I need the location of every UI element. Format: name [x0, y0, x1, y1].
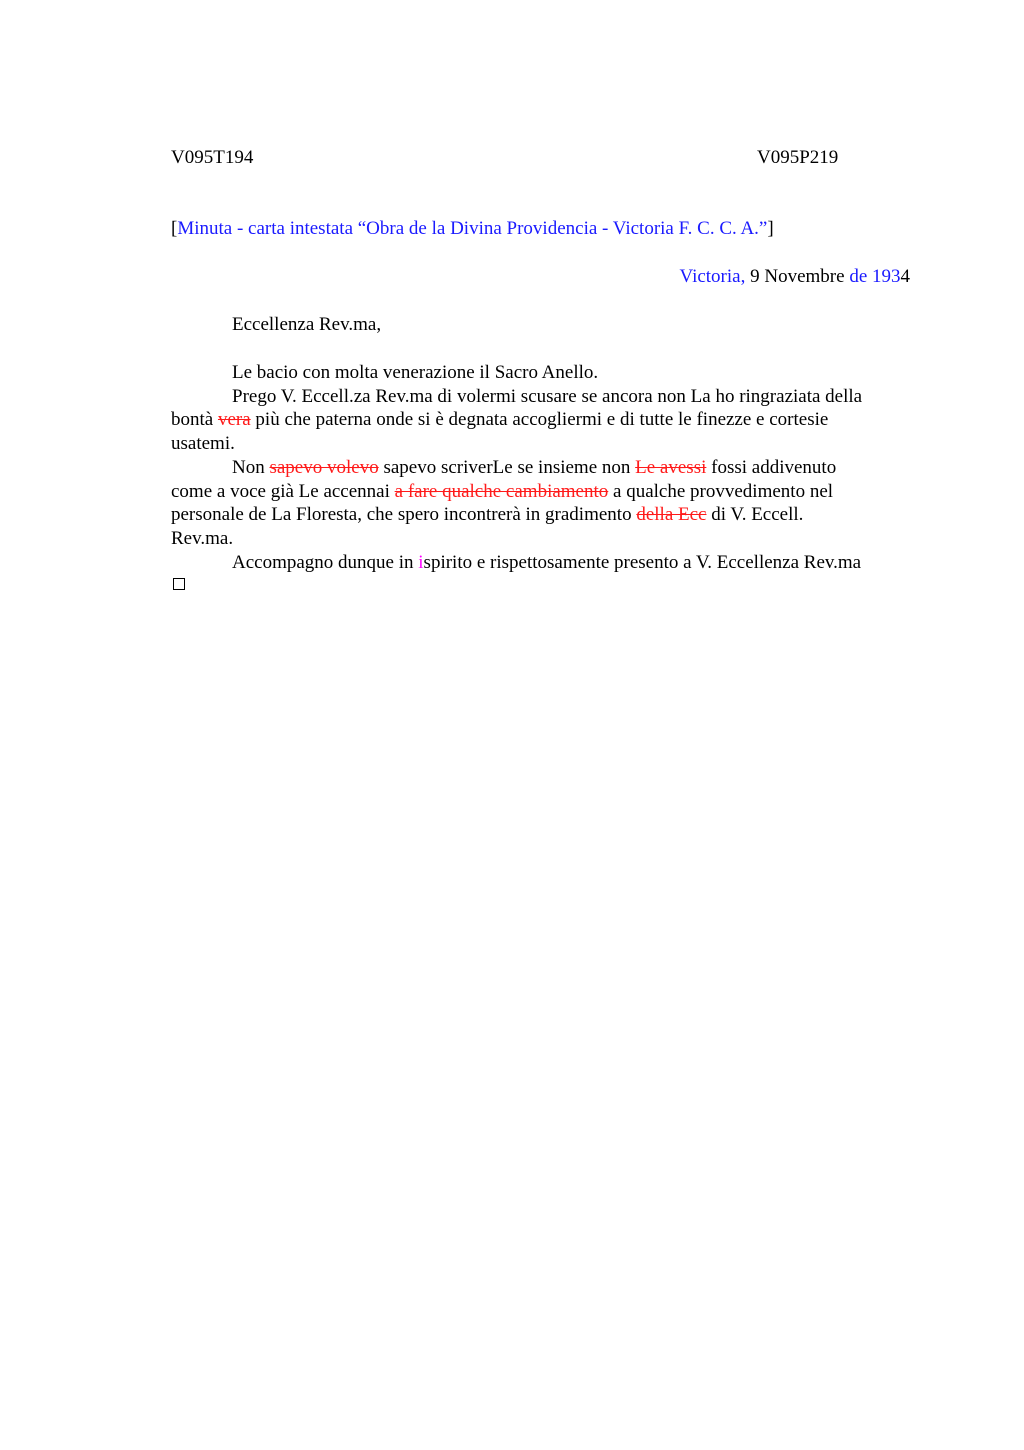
p3l1-deletion-1: sapevo volevo	[269, 457, 379, 478]
p3l1-text-a: Non	[232, 457, 270, 478]
paragraph-2-line-3: usatemi.	[171, 433, 235, 454]
p3l3-text-b: di V. Eccell.	[706, 504, 804, 525]
p3l3-deletion: della Ecc	[636, 504, 707, 525]
header-left-code: V095T194	[171, 147, 254, 168]
paragraph-3-line-2	[171, 480, 833, 504]
p2-deletion: vera	[217, 409, 251, 430]
p3l1-text-b: sapevo scriverLe se insieme non	[378, 457, 636, 478]
dateline-day-month: 9 Novembre	[745, 266, 850, 287]
salutation: Eccellenza Rev.ma,	[232, 314, 382, 335]
dateline-de: de	[849, 266, 868, 287]
dateline-year-black: 4	[900, 266, 910, 287]
paragraph-2-line-2	[171, 408, 828, 432]
missing-glyph-square-icon	[173, 578, 185, 590]
paragraph-3-line-1	[232, 456, 836, 480]
p2-text-b: più che paterna onde si è degnata accogliermi e di tutte le finezze e cortesie	[250, 409, 829, 430]
editorial-note	[171, 217, 774, 241]
dateline-year-blue: 193	[872, 266, 901, 287]
note-close-bracket: ]	[767, 218, 774, 239]
paragraph-2-line-1: Prego V. Eccell.za Rev.ma di volermi scusare se ancora non La ho ringraziata della	[232, 386, 863, 407]
p3l1-deletion-2: Le avessi	[635, 457, 707, 478]
p3l1-text-c: fossi addivenuto	[706, 457, 837, 478]
paragraph-3-line-3	[171, 503, 803, 527]
p3l2-text-b: a qualche provvedimento nel	[608, 481, 834, 502]
p3l2-text-a: come a voce già Le accennai	[171, 481, 395, 502]
note-open-bracket: [	[171, 218, 178, 239]
note-text: Minuta - carta intestata “Obra de la Divina Providencia - Victoria F. C. C. A.”	[177, 218, 768, 239]
p4-text-b: spirito e rispettosamente presento a V. Eccellenza Rev.ma	[423, 552, 862, 573]
paragraph-4	[232, 551, 861, 575]
p3l3-text-a: personale de La Floresta, che spero incontrerà in gradimento	[171, 504, 637, 525]
header-right-code: V095P219	[757, 147, 839, 168]
p2-text-a: bontà	[171, 409, 218, 430]
dateline	[679, 265, 910, 289]
p4-insertion: i	[418, 552, 424, 573]
paragraph-3-line-4: Rev.ma.	[171, 528, 234, 549]
dateline-place: Victoria,	[679, 266, 746, 287]
p4-text-a: Accompagno dunque in	[232, 552, 419, 573]
p3l2-deletion: a fare qualche cambiamento	[394, 481, 609, 502]
paragraph-1: Le bacio con molta venerazione il Sacro Anello.	[232, 362, 599, 383]
